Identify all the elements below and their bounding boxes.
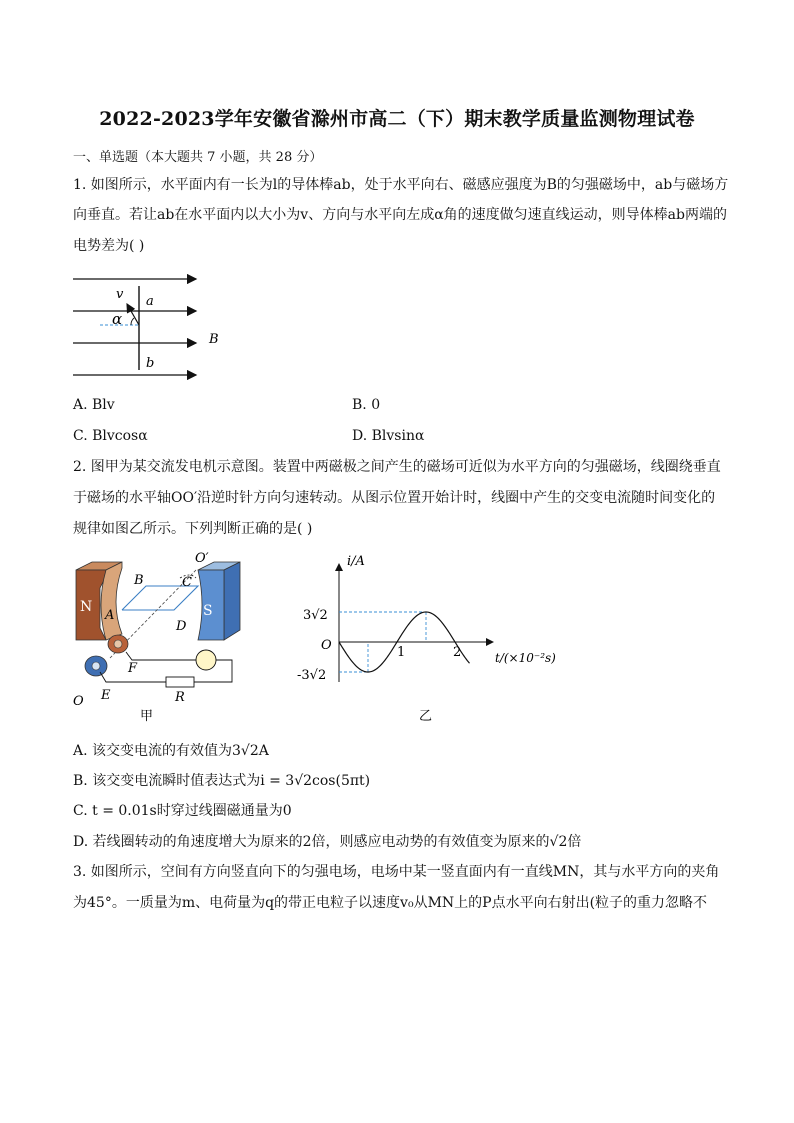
- q3-stem-line2: 为45°。一质量为m、电荷量为q的带正电粒子以速度v₀从MN上的P点水平向右射出(粒子的重力忽略不: [73, 895, 708, 911]
- label-alpha: α: [112, 310, 123, 328]
- label-b: b: [146, 356, 155, 371]
- bulb: [196, 650, 216, 670]
- caption-yi: 乙: [419, 709, 433, 724]
- q1-option-d[interactable]: D. Blvsinα: [352, 428, 425, 444]
- x-axis-label: t/(×10⁻²s): [495, 651, 556, 665]
- slip-ring-2-inner: [92, 662, 100, 670]
- origin-label: O: [321, 638, 332, 653]
- q1-figure: [70, 268, 230, 386]
- label-R: R: [175, 690, 185, 705]
- q1-stem-line1: 1. 如图所示，水平面内有一长为l的导体棒ab，处于水平向右、磁感应强度为B的匀强磁场中，ab与磁场方: [73, 177, 729, 193]
- q1-option-b[interactable]: B. 0: [352, 397, 381, 413]
- y-axis-label: i/A: [347, 554, 365, 569]
- exam-title: 2022-2023学年安徽省滁州市高二（下）期末教学质量监测物理试卷: [99, 108, 695, 130]
- angle-arc: [131, 318, 134, 325]
- q2-option-b[interactable]: B. 该交变电流瞬时值表达式为i = 3√2cos(5πt): [73, 773, 371, 789]
- label-coil-A: A: [105, 608, 115, 623]
- y-tick-top: 3√2: [303, 608, 328, 623]
- label-a: a: [146, 294, 154, 309]
- q3-stem-line1: 3. 如图所示，空间有方向竖直向下的匀强电场，电场中某一竖直面内有一直线MN，其与水平方向的夹角: [73, 864, 720, 880]
- q2-option-c[interactable]: C. t = 0.01s时穿过线圈磁通量为0: [73, 803, 292, 819]
- q1-option-c[interactable]: C. Blvcosα: [73, 428, 148, 444]
- label-coil-C: C: [182, 575, 192, 590]
- label-E: E: [101, 688, 111, 703]
- y-tick-bottom: -3√2: [297, 668, 327, 683]
- q1-stem-line3: 电势差为( ): [73, 238, 145, 254]
- label-N: N: [80, 599, 93, 615]
- circuit-wire-top: [126, 652, 196, 660]
- q2-stem-line1: 2. 图甲为某交流发电机示意图。装置中两磁极之间产生的磁场可近似为水平方向的匀强磁场，线圈绕垂直: [73, 459, 721, 475]
- label-F: F: [128, 661, 138, 676]
- q2-figure-jia: [70, 548, 250, 728]
- section-heading: 一、单选题（本大题共 7 小题，共 28 分）: [73, 150, 323, 165]
- q2-stem-line2: 于磁场的水平轴OO′沿逆时针方向匀速转动。从图示位置开始计时，线圈中产生的交变电流随时间变化的: [73, 490, 716, 506]
- velocity-arrow: [127, 304, 139, 325]
- resistor: [166, 677, 194, 687]
- q2-option-d[interactable]: D. 若线圈转动的角速度增大为原来的2倍，则感应电动势的有效值变为原来的√2倍: [73, 834, 582, 850]
- q1-stem-line2: 向垂直。若让ab在水平面内以大小为v、方向与水平向左成α角的速度做匀速直线运动，则导体棒ab两端的: [73, 207, 727, 223]
- label-coil-D: D: [176, 619, 187, 634]
- s-pole-side: [224, 562, 240, 640]
- q1-option-a[interactable]: A. Blv: [73, 397, 115, 413]
- slip-ring-1-inner: [114, 640, 122, 648]
- q2-figure-yi: [295, 548, 570, 728]
- x-tick-1: 1: [397, 645, 406, 660]
- label-O: O: [73, 694, 84, 709]
- label-O-prime: O′: [195, 551, 209, 566]
- label-S: S: [203, 603, 213, 619]
- label-coil-B: B: [134, 573, 144, 588]
- label-B: B: [209, 332, 219, 347]
- caption-jia: 甲: [140, 709, 154, 724]
- q2-stem-line3: 规律如图乙所示。下列判断正确的是( ): [73, 521, 313, 537]
- label-v: v: [116, 287, 124, 302]
- x-tick-2: 2: [453, 645, 462, 660]
- q2-option-a[interactable]: A. 该交变电流的有效值为3√2A: [73, 743, 269, 759]
